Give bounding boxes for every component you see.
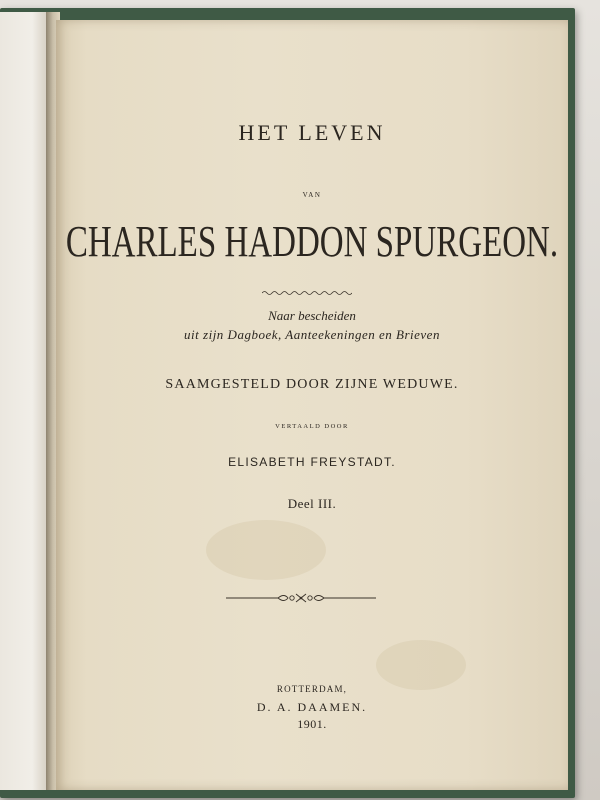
ornament-rule (226, 592, 376, 604)
title-page (56, 20, 568, 790)
title-line-van: VAN (302, 191, 322, 199)
wavy-rule (262, 290, 352, 296)
compiled-by: SAAMGESTELD DOOR ZIJNE WEDUWE. (165, 377, 459, 392)
title-name: CHARLES HADDON SPURGEON. (65, 218, 559, 267)
translator-name: ELISABETH FREYSTADT. (228, 455, 396, 469)
endpaper (0, 12, 47, 790)
paper-stain (376, 640, 466, 690)
publisher-name: D. A. DAAMEN. (256, 700, 368, 714)
subtitle-line-1: Naar bescheiden (268, 308, 356, 323)
paper-stain (206, 520, 326, 580)
translated-by-label: VERTAALD DOOR (275, 423, 349, 430)
subtitle-line-2: uit zijn Dagboek, Aanteekeningen en Brieven (184, 327, 440, 342)
publication-year: 1901. (297, 717, 327, 731)
volume-number: Deel III. (287, 496, 337, 511)
publisher-place: ROTTERDAM, (276, 684, 348, 694)
title-line-het-leven: HET LEVEN (238, 120, 386, 145)
